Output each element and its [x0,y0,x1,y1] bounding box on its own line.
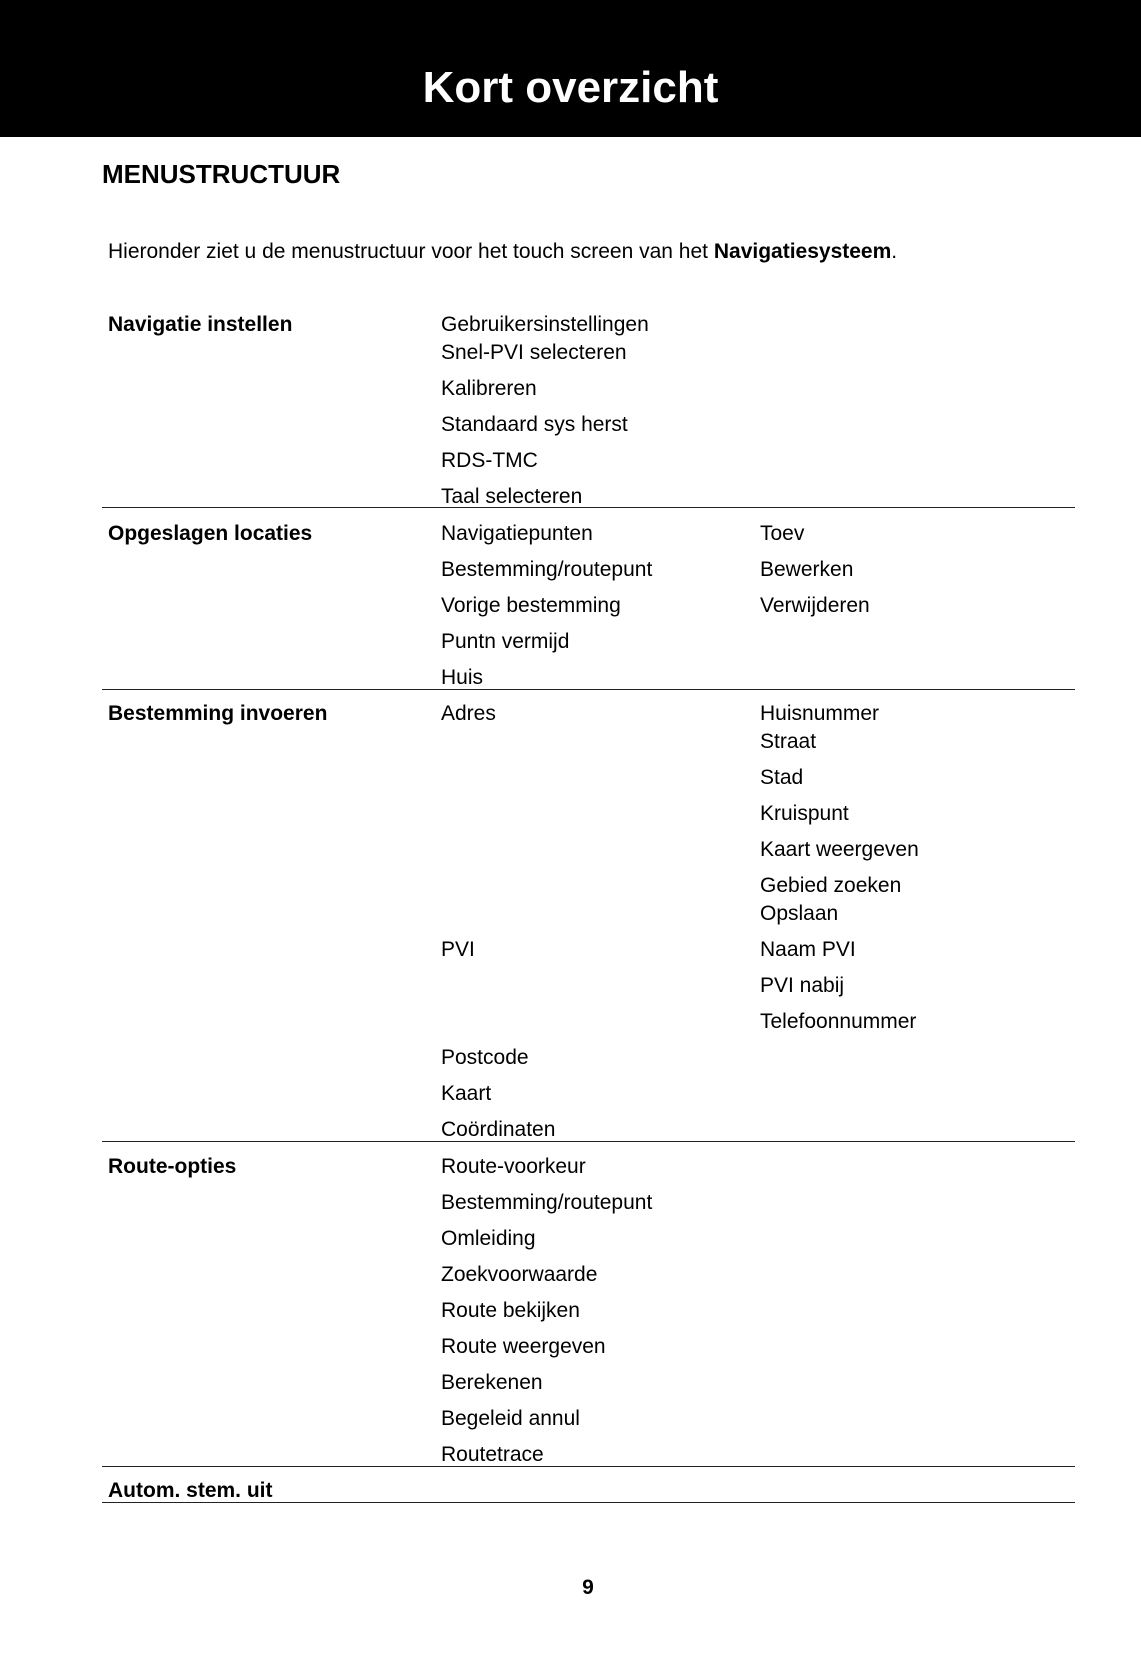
menu-item: Vorige bestemming [441,594,621,617]
menu-item: Bestemming/routepunt [441,558,653,581]
menu-item: Puntn vermijd [441,630,570,653]
section-divider [102,1502,1075,1503]
menu-item: Snel-PVI selecteren [441,341,627,364]
menu-item: Standaard sys herst [441,413,628,436]
menu-item: Kaart [441,1082,492,1105]
menu-subitem: Kruispunt [760,802,849,825]
section-divider [102,1141,1075,1142]
menu-subitem: Stad [760,766,804,789]
menu-item: Route weergeven [441,1335,606,1358]
menu-item: Taal selecteren [441,485,583,508]
page-title: Kort overzicht [422,63,719,112]
menu-subitem: Naam PVI [760,938,856,961]
section-title: MENUSTRUCTUUR [102,159,341,189]
menu-item: PVI [441,938,475,961]
menu-subitem: Bewerken [760,558,854,581]
menu-subitem: Straat [760,730,817,753]
menu-subitem: Opslaan [760,902,839,925]
menu-subitem: Toev [760,522,805,545]
menu-category-navigatie-instellen: Navigatie instellen [108,313,293,336]
menu-item: Postcode [441,1046,529,1069]
menu-item: Routetrace [441,1443,544,1466]
menu-item: Begeleid annul [441,1407,580,1430]
menu-item: Kalibreren [441,377,537,400]
menu-item: Berekenen [441,1371,543,1394]
menu-subitem: Huisnummer [760,702,880,725]
menu-item: Route bekijken [441,1299,580,1322]
menu-category-autom-stem-uit: Autom. stem. uit [108,1479,273,1502]
menu-category-opgeslagen-locaties: Opgeslagen locaties [108,522,313,545]
menu-subitem: Telefoonnummer [760,1010,917,1033]
menu-subitem: Verwijderen [760,594,870,617]
menu-subitem: PVI nabij [760,974,845,997]
menu-item: Coördinaten [441,1118,556,1141]
menu-category-bestemming-invoeren: Bestemming invoeren [108,702,328,725]
intro-text [108,239,897,265]
section-divider [102,507,1075,508]
intro-text-bold: Navigatiesysteem [713,240,892,263]
menu-item: Adres [441,702,496,725]
menu-item: RDS-TMC [441,449,538,472]
menu-item: Gebruikersinstellingen [441,313,649,336]
menu-item: Zoekvoorwaarde [441,1263,598,1286]
menu-item: Huis [441,666,484,689]
menu-subitem: Kaart weergeven [760,838,919,861]
intro-text-end: . [891,240,898,263]
menu-item: Route-voorkeur [441,1155,586,1178]
menu-item: Bestemming/routepunt [441,1191,653,1214]
section-divider [102,1466,1075,1467]
menu-category-route-opties: Route-opties [108,1155,237,1178]
intro-text-plain: Hieronder ziet u de menustructuur voor het touch screen van het [108,240,714,263]
page-number: 9 [582,1576,594,1599]
menu-item: Omleiding [441,1227,536,1250]
section-divider [102,689,1075,690]
menu-item: Navigatiepunten [441,522,593,545]
menu-subitem: Gebied zoeken [760,874,902,897]
